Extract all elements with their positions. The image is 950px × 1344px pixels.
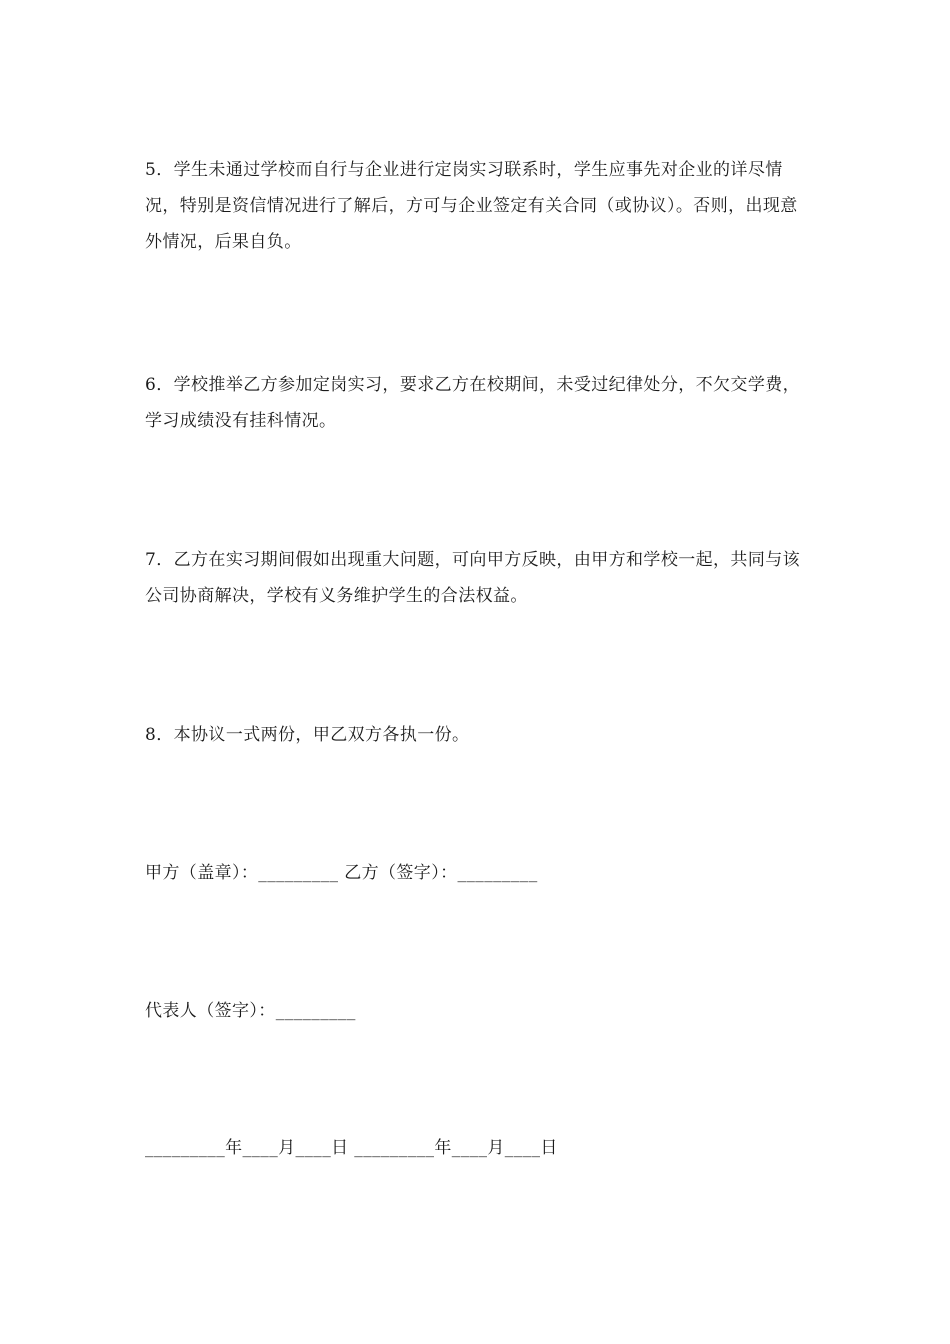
clause-8: 8．本协议一式两份，甲乙双方各执一份。 — [145, 725, 470, 745]
clause-6: 6．学校推举乙方参加定岗实习，要求乙方在校期间，未受过纪律处分，不欠交学费，学习成绩没有挂科情况。 — [145, 375, 801, 431]
clause-5: 5．学生未通过学校而自行与企业进行定岗实习联系时，学生应事先对企业的详尽情况，特别是资信情况进行了解后，方可与企业签定有关合同（或协议）。否则，出现意外情况，后果自负。 — [145, 160, 798, 252]
date-line: _________年____月____日 _________年____月____日 — [145, 1138, 558, 1158]
clause-7: 7．乙方在实习期间假如出现重大问题，可向甲方反映，由甲方和学校一起，共同与该公司协商解决，学校有义务维护学生的合法权益。 — [145, 550, 801, 606]
representative-signature-line: 代表人（签字）：_________ — [145, 1001, 356, 1021]
party-signature-line: 甲方（盖章）：_________ 乙方（签字）：_________ — [145, 863, 538, 883]
